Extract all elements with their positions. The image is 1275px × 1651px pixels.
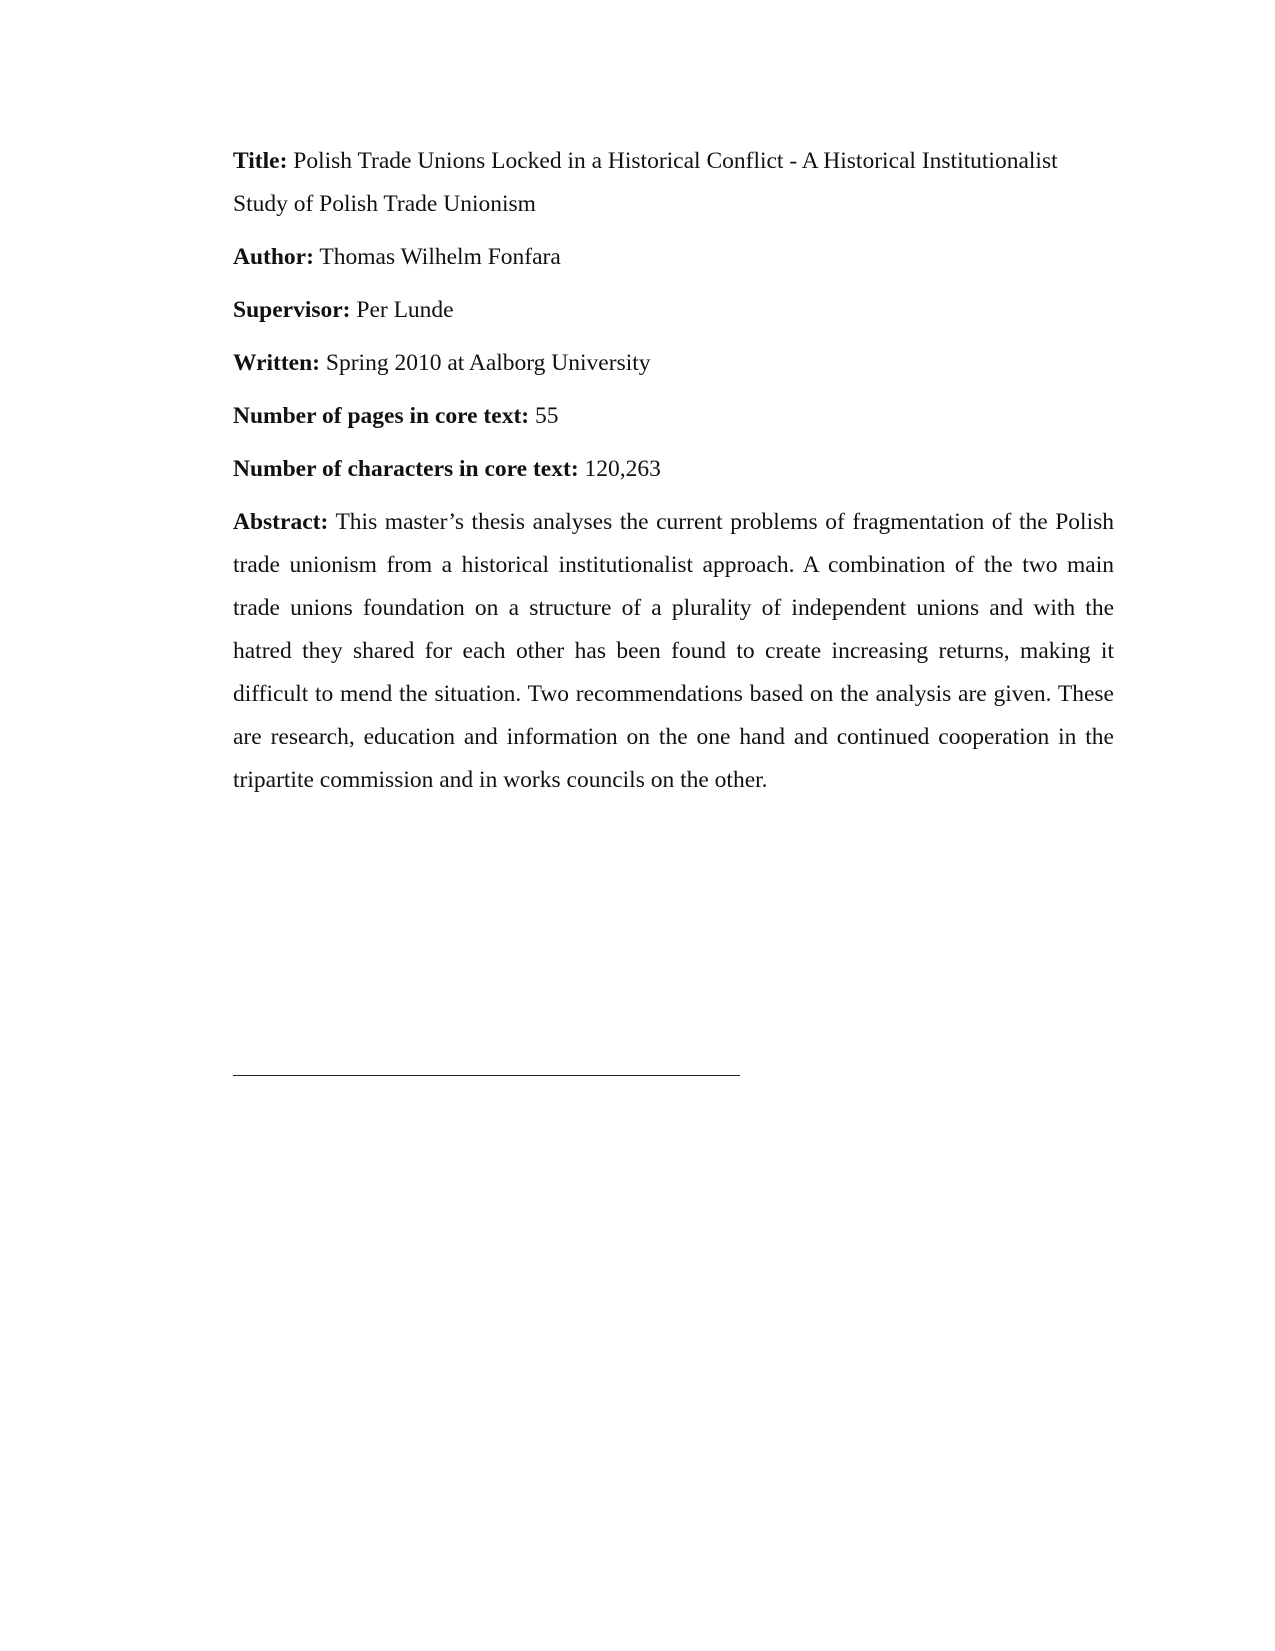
written-label: Written: [233,350,321,376]
thesis-info-block [233,140,1114,802]
author-value: Thomas Wilhelm Fonfara [319,244,561,270]
pages-label: Number of pages in core text: [233,403,530,429]
author-field [233,236,1114,279]
written-value: Spring 2010 at Aalborg University [325,350,651,376]
title-value: Polish Trade Unions Locked in a Historical Conflict - A Historical Institutionalist Study of Polish Trade Unionism [233,148,1058,217]
written-field [233,342,1114,385]
supervisor-field [233,289,1114,332]
abstract-label: Abstract: [233,509,329,535]
abstract-field [233,501,1114,802]
abstract-text: This master’s thesis analyses the current problems of fragmentation of the Polish trade unionism from a historical institutionalist approach. A combination of the two main trade unions foundation on a structure of a plurality of independent unions and with the hatred they shared for each other has been found to create increasing returns, making it difficult to mend the situation. Two recommendations based on the analysis are given. These are research, education and information on the one hand and continued cooperation in the tripartite commission and in works councils on the other. [233,509,1114,793]
supervisor-label: Supervisor: [233,297,351,323]
characters-field [233,448,1114,491]
title-label: Title: [233,148,288,174]
author-label: Author: [233,244,314,270]
characters-value: 120,263 [584,456,661,482]
signature-line [233,1075,740,1076]
characters-label: Number of characters in core text: [233,456,579,482]
title-field [233,140,1114,226]
supervisor-value: Per Lunde [356,297,454,323]
pages-field [233,395,1114,438]
pages-value: 55 [534,403,559,429]
